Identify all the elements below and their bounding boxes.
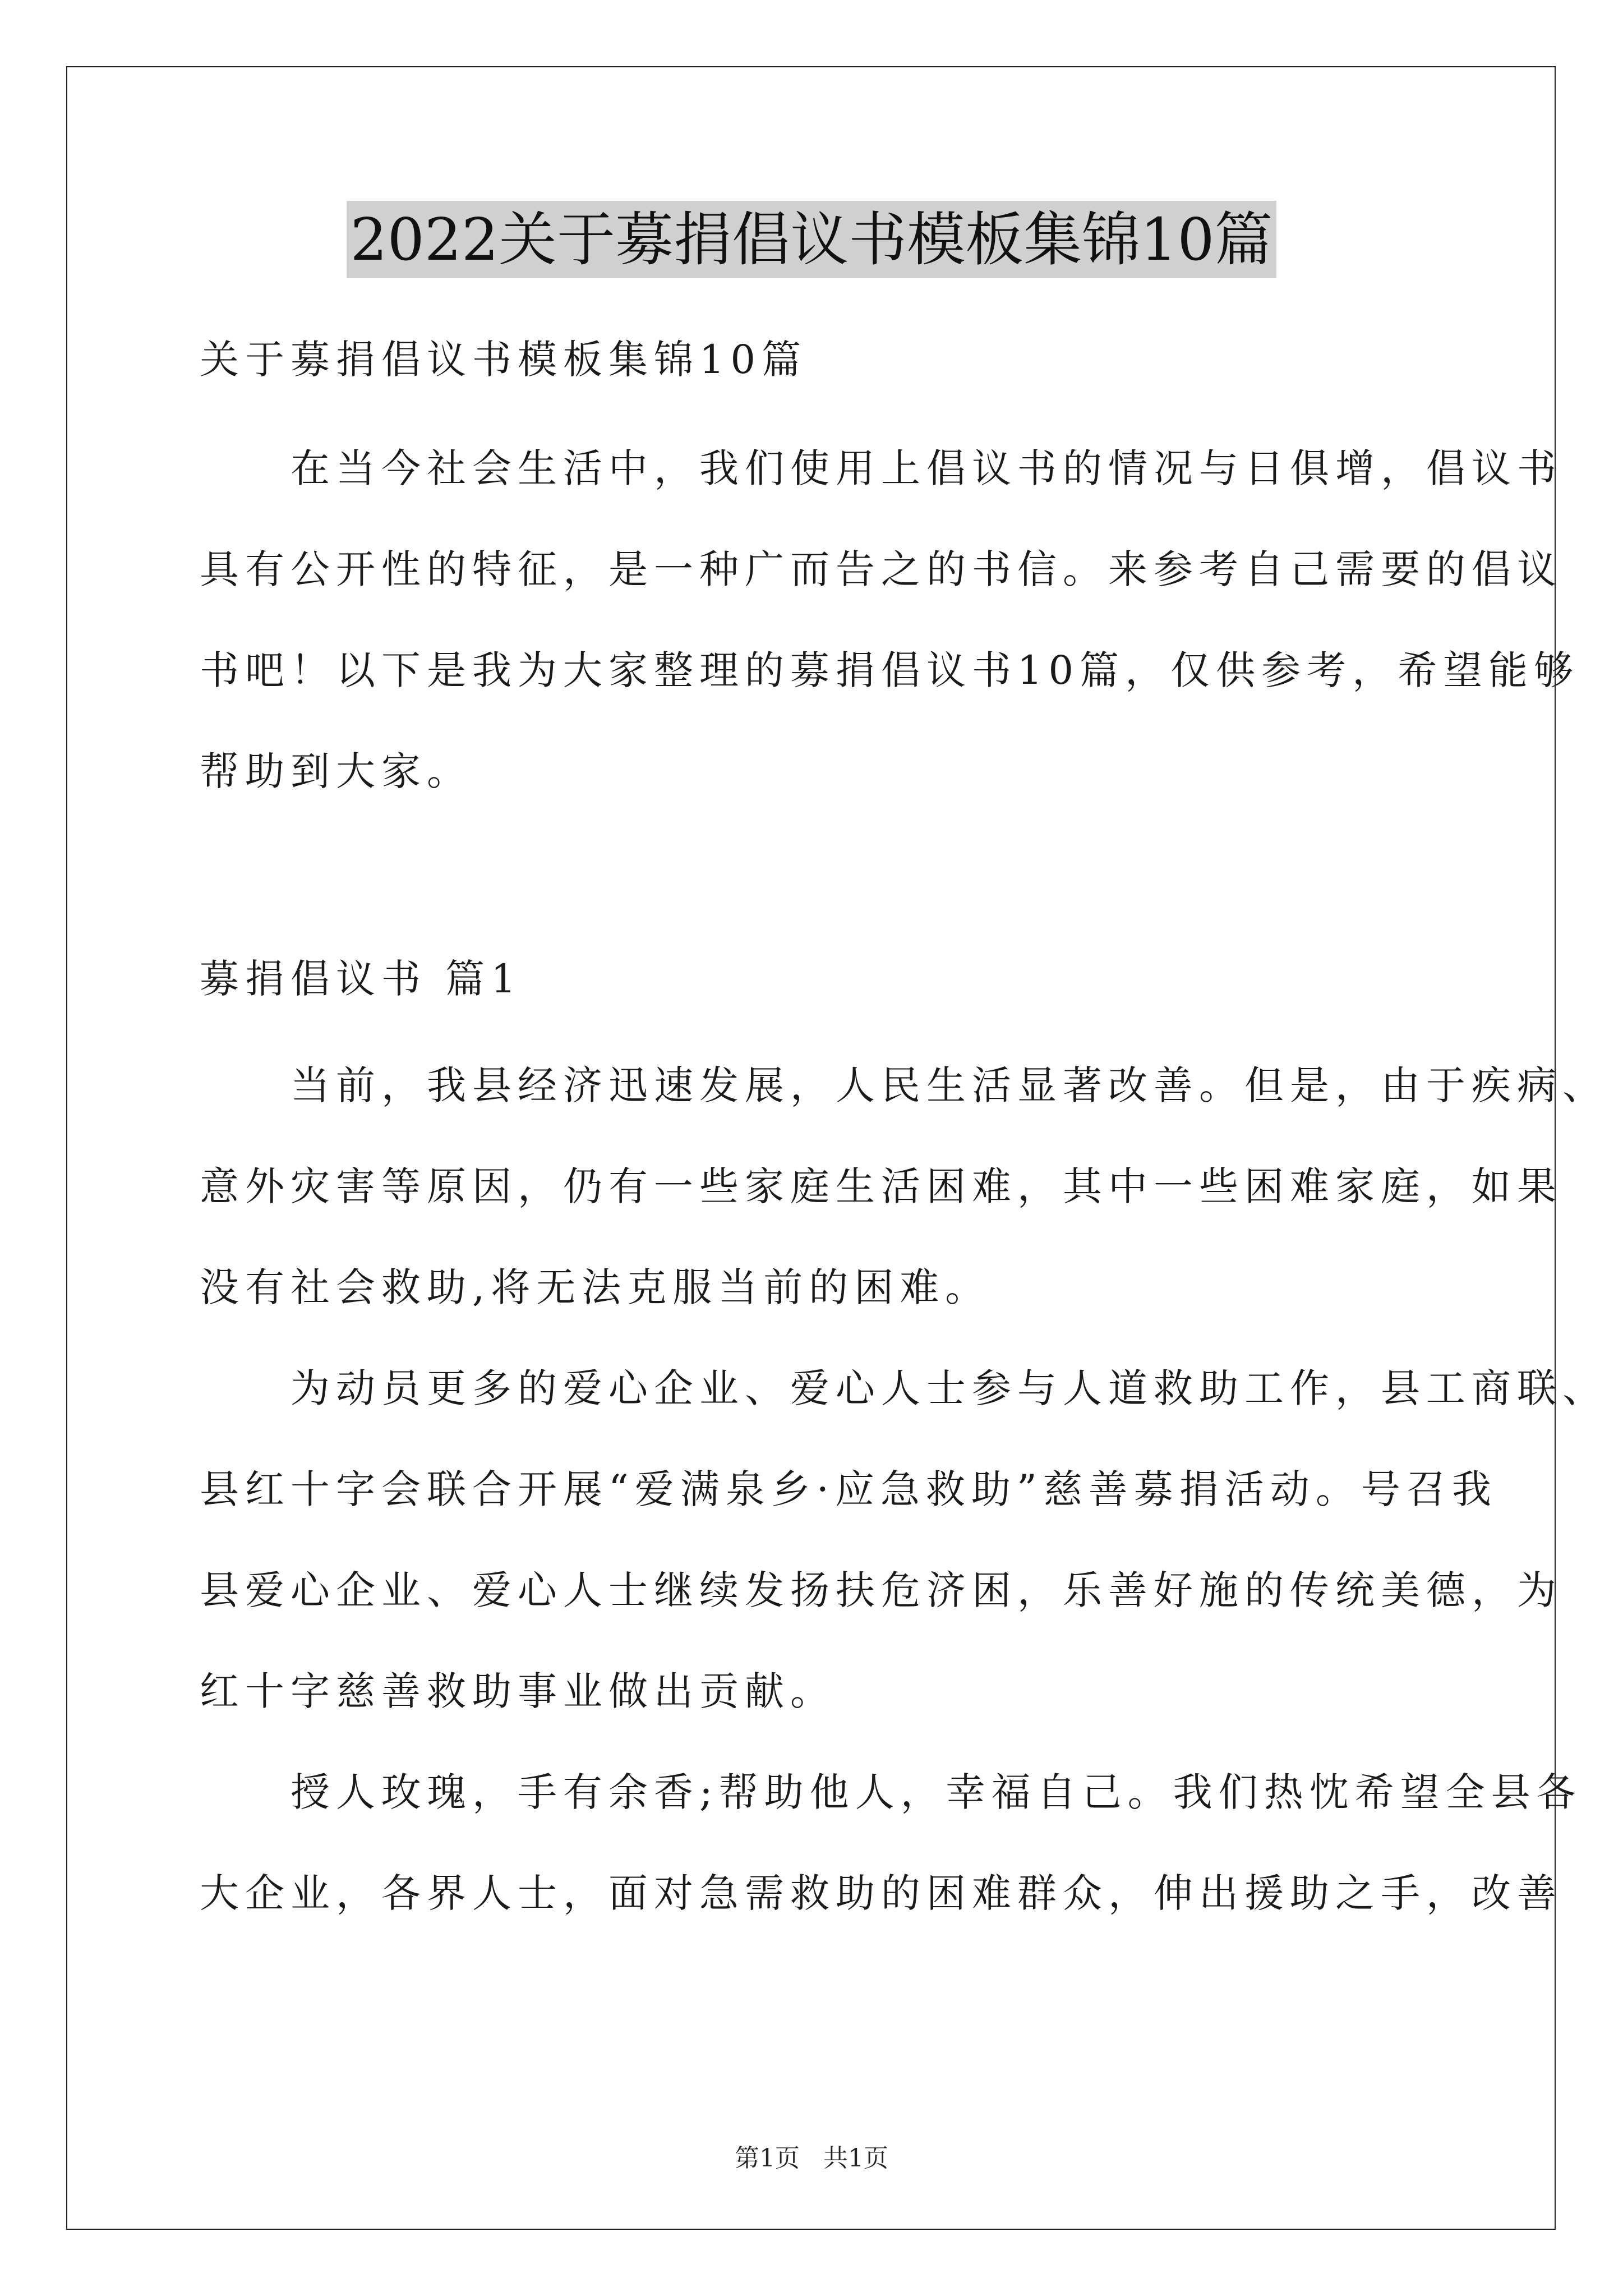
body-line: 没有社会救助,将无法克服当前的困难。 [200,1264,991,1310]
page-number: 第1页 [735,2144,800,2173]
body-line: 当前，我县经济迅速发展，人民生活显著改善。但是，由于疾病、 [200,1062,1608,1108]
body-line: 帮助到大家。 [200,748,472,794]
body-line: 红十字慈善救助事业做出贡献。 [200,1668,836,1714]
page-footer [0,2142,1623,2175]
subtitle-line: 关于募捐倡议书模板集锦10篇 [200,337,808,383]
body-line: 县爱心企业、爱心人士继续发扬扶危济困，乐善好施的传统美德，为 [200,1567,1562,1613]
body-line: 在当今社会生活中，我们使用上倡议书的情况与日俱增，倡议书 [200,445,1562,491]
body-line: 意外灾害等原因，仍有一些家庭生活困难，其中一些困难家庭，如果 [200,1163,1562,1209]
body-line: 为动员更多的爱心企业、爱心人士参与人道救助工作，县工商联、 [200,1365,1608,1411]
body-line: 县红十字会联合开展“爱满泉乡·应急救助”慈善募捐活动。号召我 [200,1466,1497,1512]
document-title: 2022关于募捐倡议书模板集锦10篇 [347,201,1276,278]
page-total: 共1页 [823,2144,888,2173]
body-line: 大企业，各界人士，面对急需救助的困难群众，伸出援助之手，改善 [200,1870,1562,1916]
title-container [0,201,1623,278]
body-line: 授人玫瑰，手有余香;帮助他人，幸福自己。我们热忱希望全县各 [200,1769,1582,1815]
body-line: 书吧！以下是我为大家整理的募捐倡议书10篇，仅供参考，希望能够 [200,647,1580,693]
section-heading: 募捐倡议书 篇1 [200,956,522,1002]
body-line: 具有公开性的特征，是一种广而告之的书信。来参考自己需要的倡议 [200,546,1562,592]
